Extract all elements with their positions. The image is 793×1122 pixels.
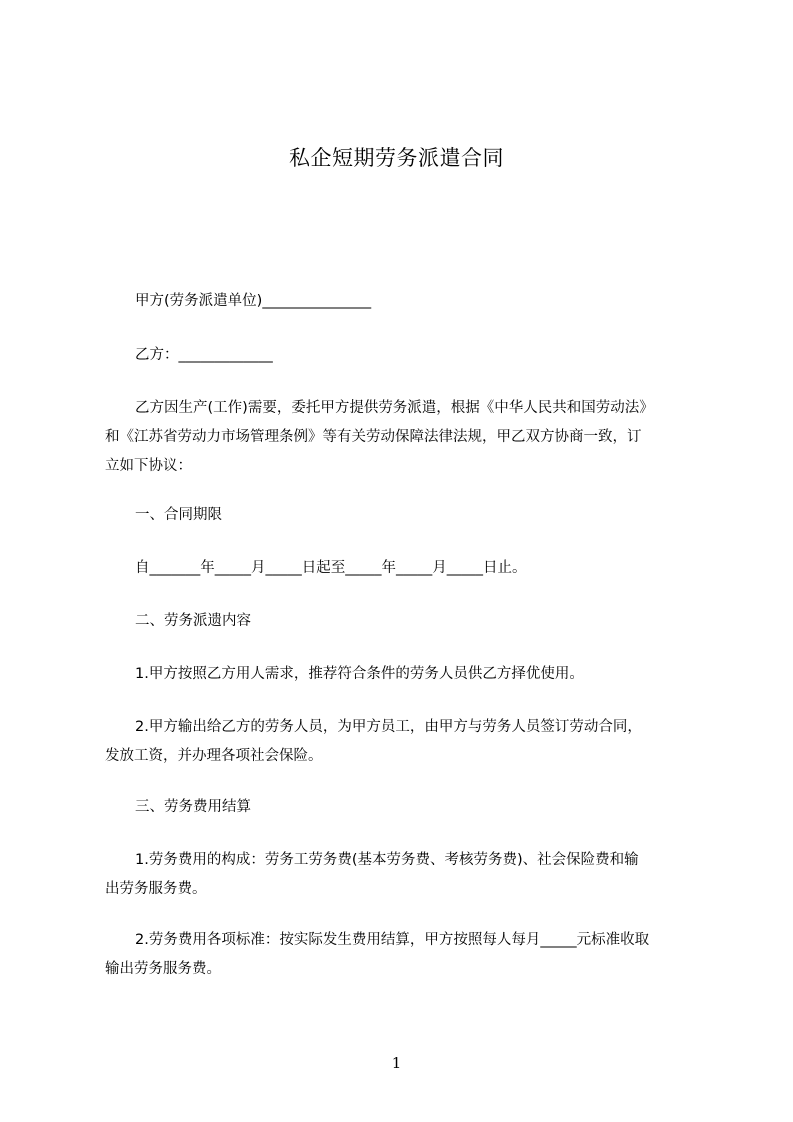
preamble-paragraph	[105, 394, 715, 481]
section-2-item-2	[105, 713, 715, 771]
section-3-item-1	[105, 846, 715, 904]
preamble-line-2: 和《江苏省劳动力市场管理条例》等有关劳动保障法律法规，甲乙双方协商一致，订	[105, 429, 642, 445]
document-title: 私企短期劳务派遣合同	[289, 146, 504, 170]
section-2-item-1: 1.甲方按照乙方用人需求，推荐符合条件的劳务人员供乙方择优使用。	[135, 666, 584, 682]
section-3-heading: 三、劳务费用结算	[135, 799, 251, 815]
party-b-line: 乙方：_____________	[135, 347, 273, 363]
preamble-line-1: 乙方因生产(工作)需要，委托甲方提供劳务派遣，根据《中华人民共和国劳动法》	[135, 400, 654, 416]
section-3-item-2-line-1: 2.劳务费用各项标准：按实际发生费用结算，甲方按照每人每月_____元标准收取	[135, 932, 650, 948]
section-3-item-1-line-2: 出劳务服务费。	[105, 881, 207, 897]
section-3-item-1-line-1: 1.劳务费用的构成：劳务工劳务费(基本劳务费、考核劳务费)、社会保险费和输	[135, 852, 639, 868]
section-2-heading: 二、劳务派遗内容	[135, 613, 251, 629]
page-number: 1	[391, 1054, 402, 1072]
preamble-line-3: 立如下协议：	[105, 458, 192, 474]
section-3-item-2-line-2: 输出劳务服务费。	[105, 961, 221, 977]
contract-term-line: 自_______年_____月_____日起至_____年_____月_____日止。	[135, 560, 527, 576]
section-1-heading: 一、合同期限	[135, 507, 222, 523]
section-2-item-2-line-2: 发放工资，并办理各项社会保险。	[105, 748, 323, 764]
section-2-item-2-line-1: 2.甲方输出给乙方的劳务人员，为甲方员工，由甲方与劳务人员签订劳动合同，	[135, 719, 642, 735]
party-a-line: 甲方(劳务派遣单位)_______________	[135, 293, 372, 309]
section-3-item-2	[105, 926, 715, 984]
